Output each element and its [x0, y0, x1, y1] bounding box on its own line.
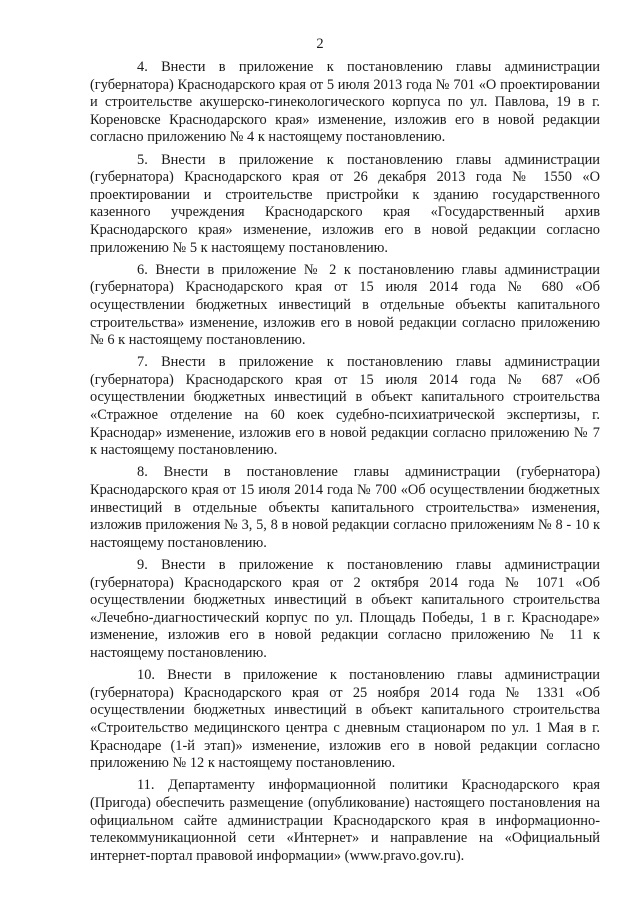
paragraph-item-9: 9. Внести в приложение к постановлению главы администрации (губернатора) Краснодарского края от 2 октября 2014 года № 1071 «Об осуществлении бюджетных инвестиций в объект капитального строительства «Лечебно-диагностический корпус по ул. Площадь Победы, 1 в г. Краснодаре» изменение, изложив его в новой редакции согласно приложению № 11 к настоящему постановлению. [90, 557, 600, 661]
paragraph-item-6: 6. Внести в приложение № 2 к постановлению главы администрации (губернатора) Краснодарского края от 15 июля 2014 года № 680 «Об осуществлении бюджетных инвестиций в отдельные объекты капитального строительства» изменение, изложив его в новой редакции согласно приложению № 6 к настоящему постановлению. [90, 261, 600, 349]
paragraph-item-4: 4. Внести в приложение к постановлению главы администрации (губернатора) Краснодарского края от 5 июля 2013 года № 701 «О проектировании и строительстве акушерско-гинекологического корпуса по ул. Павлова, 19 в г. Кореновске Краснодарского края» изменение, изложив его в новой редакции согласно приложению № 4 к настоящему постановлению. [90, 59, 600, 146]
document-body [90, 59, 600, 870]
paragraph-item-10: 10. Внести в приложение к постановлению главы администрации (губернатора) Краснодарского края от 25 ноября 2014 года № 1331 «Об осуществлении бюджетных инвестиций в объект капитального строительства «Строительство медицинского центра с дневным стационаром по ул. 1 Мая в г. Краснодаре (1-й этап)» изменение, изложив его в новой редакции согласно приложению № 12 к настоящему постановлению. [90, 667, 600, 772]
paragraph-item-7: 7. Внести в приложение к постановлению главы администрации (губернатора) Краснодарского края от 15 июля 2014 года № 687 «Об осуществлении бюджетных инвестиций в объект капитального строительства «Стражное отделение на 60 коек судебно-психиатрической экспертизы, г. Краснодар» изменение, изложив его в новой редакции согласно приложению № 7 к настоящему постановлению. [90, 354, 600, 459]
paragraph-item-11: 11. Департаменту информационной политики Краснодарского края (Пригода) обеспечить размещение (опубликование) настоящего постановления на официальном сайте администрации Краснодарского края в информационно-телекоммуникационной сети «Интернет» и направление на «Официальный интернет-портал правовой информации» (www.pravo.gov.ru). [90, 777, 600, 864]
paragraph-item-8: 8. Внести в постановление главы администрации (губернатора) Краснодарского края от 15 июля 2014 года № 700 «Об осуществлении бюджетных инвестиций в отдельные объекты капитального строительства» изменения, изложив приложения № 3, 5, 8 в новой редакции согласно приложениям № 8 - 10 к настоящему постановлению. [90, 464, 600, 551]
page-number: 2 [316, 36, 324, 52]
paragraph-item-5: 5. Внести в приложение к постановлению главы администрации (губернатора) Краснодарского края от 26 декабря 2013 года № 1550 «О проектировании и строительстве пристройки к зданию государственного казенного учреждения Краснодарского края «Государственный архив Краснодарского края» изменение, изложив его в новой редакции согласно приложению № 5 к настоящему постановлению. [90, 151, 600, 256]
